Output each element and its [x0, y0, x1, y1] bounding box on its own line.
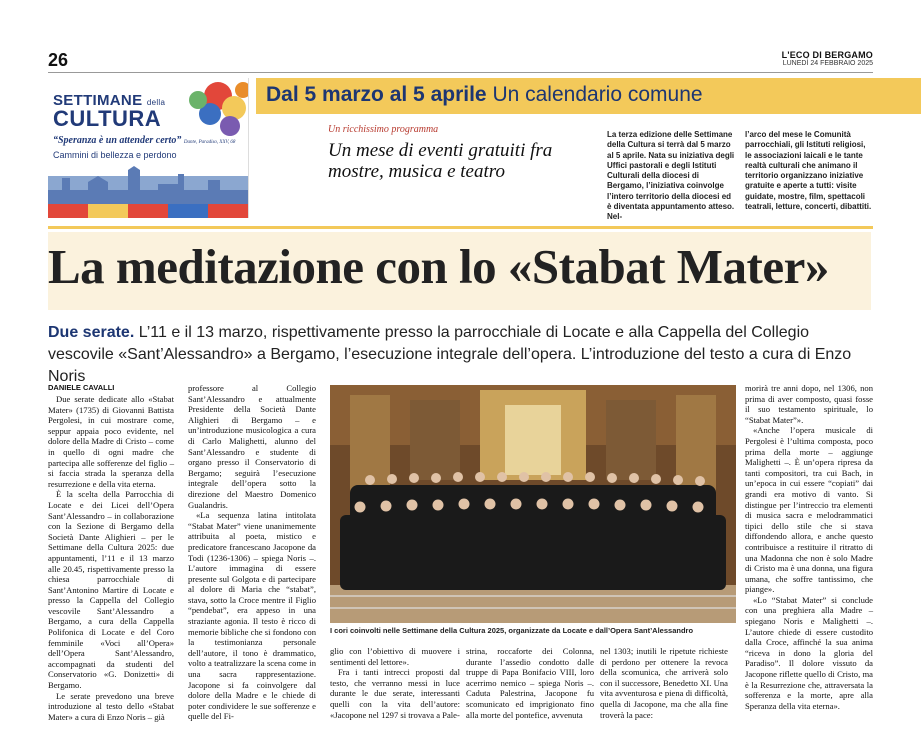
date-banner — [256, 78, 921, 114]
newspaper-masthead — [782, 50, 873, 67]
paragraph: nel 1303; inutili le ripetute richieste di perdono per ottenere la revoca della scomunica, che arriverà solo con il successore, Benedetto XI. Una vita avventurosa e piena di difficoltà, quella di Jacopone, ma che alla fine troverà la pace: — [600, 646, 728, 720]
paragraph: Fra i tanti intrecci proposti dal testo, che verranno messi in luce durante le due serate, interessanti quelli con la vita dell’autore: «Jacopone nel 1297 si trovava a Pale- — [330, 667, 460, 720]
paragraph: professore al Collegio Sant’Alessandro e attualmente Presidente della Società Dante Alighieri di Bergamo – e un’introduzione musicologica a cura di Carlo Malighetti, alunno del Sant’Alessandro e studente di organo presso il Conservatorio di Bergamo; seguirà l’esecuzione integrale dell’opera sotto la direzione del Maestro Domenico Gualandris. — [188, 383, 316, 510]
paragraph: «Anche l’opera musicale di Pergolesi è l’ultima composta, poco prima della morte – aggiunge Malighetti –. È un’opera ripresa da tanti compositori, tra cui Bach, in un’epoca in cui essere “copiati” dai grandi era motivo di vanto. Si distingue per l’intreccio tra elementi di musica sacra e melodrammatici tipici dello stile che si stava diffondendo allora, e anche questo contribuisce a restituire il ritratto di una Madonna che non è solo Madre di Cristo ma è una donna, una figura umana, che soffre tantissimo, che piange». — [745, 425, 873, 595]
logo-motto — [53, 135, 235, 146]
paragraph: glio con l’obiettivo di muovere i sentimenti del lettore». — [330, 646, 460, 667]
paragraph: morirà tre anni dopo, nel 1306, non prima di aver composto, quasi fosse il suo testamento spirituale, lo “Stabat Mater”». — [745, 383, 873, 425]
newspaper-name: L'ECO DI BERGAMO — [781, 50, 873, 60]
section-rule — [48, 226, 873, 229]
paragraph: Due serate dedicate allo «Stabat Mater» (1735) di Giovanni Battista Pergolesi, in cui mostrare come, seppur appaia poco evidente, nel dolore della Madre di Cristo – come in quello di ogni madre che partecipa alle sofferenze del figlio – si faccia strada la speranza della resurrezione e della vita eterna. — [48, 394, 174, 489]
article-column-2 — [188, 383, 316, 722]
logo-cultura: CULTURA — [53, 106, 162, 131]
paragraph: «La sequenza latina intitolata “Stabat Mater” viene unanimemente attribuita al poeta, mistico e predicatore francescano Jacopone da Todi (1236-1306) – spiega Noris –. L’autore immagina di essere presente sul Golgota e di partecipare al dolore di Maria che “stabat”, stava, sotto la Croce mentre il Figlio “pendebat”, era appeso in una straziante agonia. Il testo è ricco di memorie bibliche che si fondono con la testimonianza personale dell’autore, il tono è drammatico, volto a teatralizzare la scena come in una sacra rappresentazione. Jacopone si fa coinvolgere dal dolore della Madre e le chiede di poter condividere le sue sofferenze e quelle del Fi- — [188, 510, 316, 722]
issue-date: LUNEDÌ 24 FEBBRAIO 2025 — [782, 60, 873, 67]
banner-text — [266, 83, 703, 107]
logo-della-word: della — [146, 98, 166, 107]
banner-dates: Dal 5 marzo al 5 aprile — [266, 83, 487, 106]
paragraph: strina, roccaforte dei Colonna, durante l’assedio condotto dalle truppe di Papa Bonifacio VIII, loro acerrimo nemico – spiega Noris –. Caduta Palestrina, Jacopone fu scomunicato ed imprigionato fino alla morte del pontefice, avvenuta — [466, 646, 594, 720]
deck-lead: Due serate. — [48, 324, 135, 341]
deck — [48, 322, 878, 388]
page-number: 26 — [48, 50, 69, 70]
article-column-3 — [330, 646, 460, 720]
photo-caption: I cori coinvolti nelle Settimane della Cultura 2025, organizzate da Locate e dall’Opera Sant’Alessandro — [330, 626, 694, 635]
article-column-1 — [48, 394, 174, 722]
subheadline: Un mese di eventi gratuiti fra mostre, musica e teatro — [328, 140, 553, 182]
choir-photo — [330, 385, 736, 623]
choir-photo-image — [330, 385, 736, 623]
article-column-5 — [600, 646, 728, 720]
settimane-cultura-logo — [48, 78, 249, 218]
top-rule — [48, 72, 873, 73]
paragraph: Le serate prevedono una breve introduzione al testo dello «Stabat Mater» a cura di Enzo Noris – già — [48, 690, 174, 722]
logo-motto-source: Dante, Paradiso, XXV, 68 — [183, 140, 236, 145]
intro-col-2: l’arco del mese le Comunità parrocchiali, gli Istituti religiosi, le associazioni laicali e le tante realtà culturali che animano il territorio organizzano iniziative gratuite e aperte a tutti: visite guidate, mostre, film, spettacoli teatrali, letture, concerti, dibattiti. — [745, 130, 872, 212]
byline: DANIELE CAVALLI — [48, 383, 115, 392]
article-column-4 — [466, 646, 594, 720]
deck-text: L’11 e il 13 marzo, rispettivamente presso la parrocchiale di Locate e alla Cappella del Collegio vescovile «Sant’Alessandro» a Bergamo, l’esecuzione integrale dell’opera. L’introduzione del testo a cura di Enzo Noris — [48, 324, 852, 385]
article-column-6 — [745, 383, 873, 711]
banner-label: Un calendario comune — [492, 83, 703, 106]
kicker: Un ricchissimo programma — [328, 124, 439, 135]
logo-tagline: Cammini di bellezza e perdono — [53, 150, 177, 160]
logo-motto-text: “Speranza è un attender certo” — [53, 135, 182, 146]
logo-settimane-word: SETTIMANE — [53, 92, 143, 109]
paragraph: «Lo “Stabat Mater” si conclude con una preghiera alla Madre – spiegano Noris e Malighetti –. L’autore chiede di essere custodito dalla Croce, affinché la sua anima “riceva in dono la gloria del Paradiso”. Il dolore vissuto da Jacopone riflette quello di Cristo, ma è la Resurrezione che, attraversata la sofferenza e la morte, apre alla Speranza della vita eterna». — [745, 594, 873, 711]
paragraph: È la scelta della Parrocchia di Locate e dei Licei dell’Opera Sant’Alessandro – in collaborazione con la Sezione di Bergamo della Società Dante Alighieri – per le Settimane della Cultura 2025: due appuntamenti, l’11 e il 13 marzo alle 20.45, rispettivamente presso la chiesa parrocchiale di Sant’Antonino Martire di Locate e presso la Cappella del Collegio vescovile Sant’Alessandro a Bergamo, a cura della Cappella Polifonica di Locate e del Coro femminile «Voci all’Opera» dell’Opera Sant’Alessandro, accompagnati da studenti del Conservatorio «G. Donizetti» di Bergamo. — [48, 489, 174, 691]
intro-col-1: La terza edizione delle Settimane della Cultura si terrà dal 5 marzo al 5 aprile. Nata su iniziativa degli Uffici pastorali e degli Istituti Culturali della diocesi di Bergamo, l’iniziativa coinvolge l’intero territorio della diocesi ed è diventata appuntamento atteso. Nel- — [607, 130, 735, 222]
headline: La meditazione con lo «Stabat Mater» — [48, 239, 829, 294]
